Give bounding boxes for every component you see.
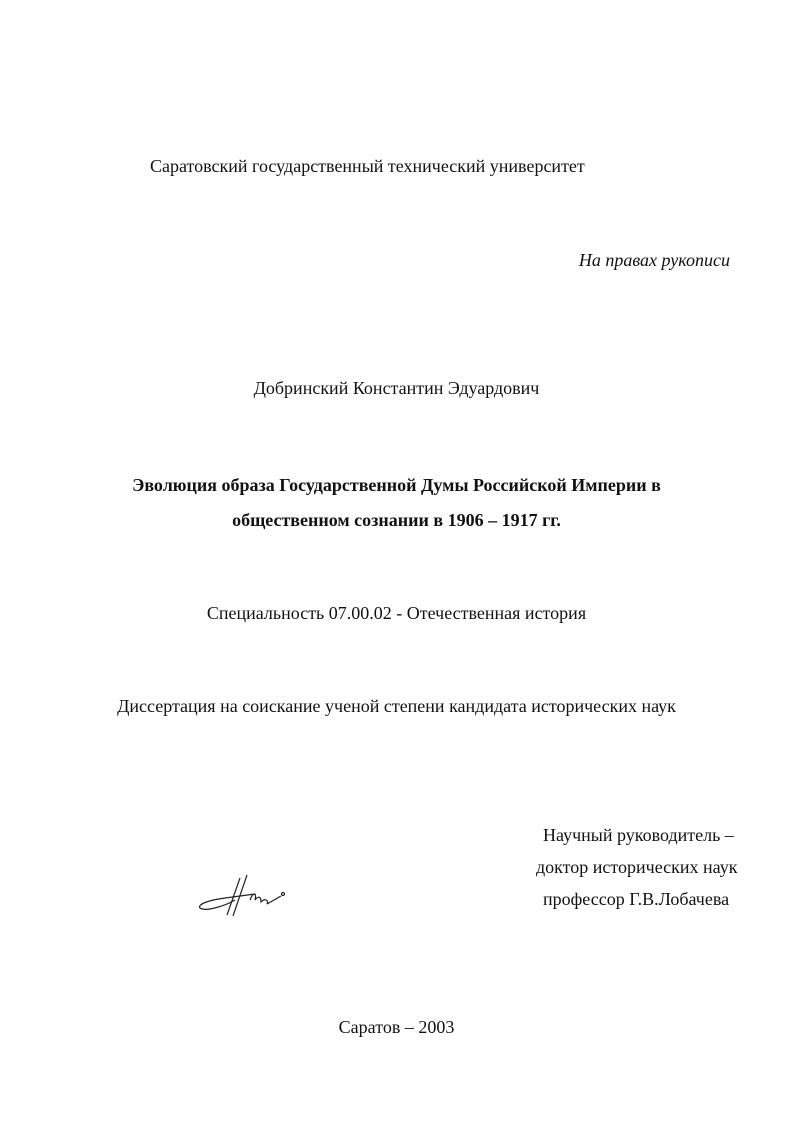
title-line-1: Эволюция образа Государственной Думы Российской Империи в: [132, 475, 661, 495]
signature-image: [195, 870, 290, 920]
supervisor-line-2: доктор исторических наук: [536, 857, 738, 877]
author-name: Добринский Константин Эдуардович: [253, 378, 540, 398]
supervisor-line-3: профессор Г.В.Лобачева: [543, 889, 730, 909]
manuscript-note: На правах рукописи: [578, 250, 730, 270]
city-year: Саратов – 2003: [338, 1017, 455, 1037]
degree: Диссертация на соискание ученой степени кандидата исторических наук: [117, 696, 676, 716]
specialty: Специальность 07.00.02 - Отечественная история: [206, 603, 587, 623]
title-line-2: общественном сознании в 1906 – 1917 гг.: [232, 510, 561, 530]
university-name: Саратовский государственный технический университет: [150, 156, 585, 176]
supervisor-line-1: Научный руководитель –: [543, 825, 734, 845]
